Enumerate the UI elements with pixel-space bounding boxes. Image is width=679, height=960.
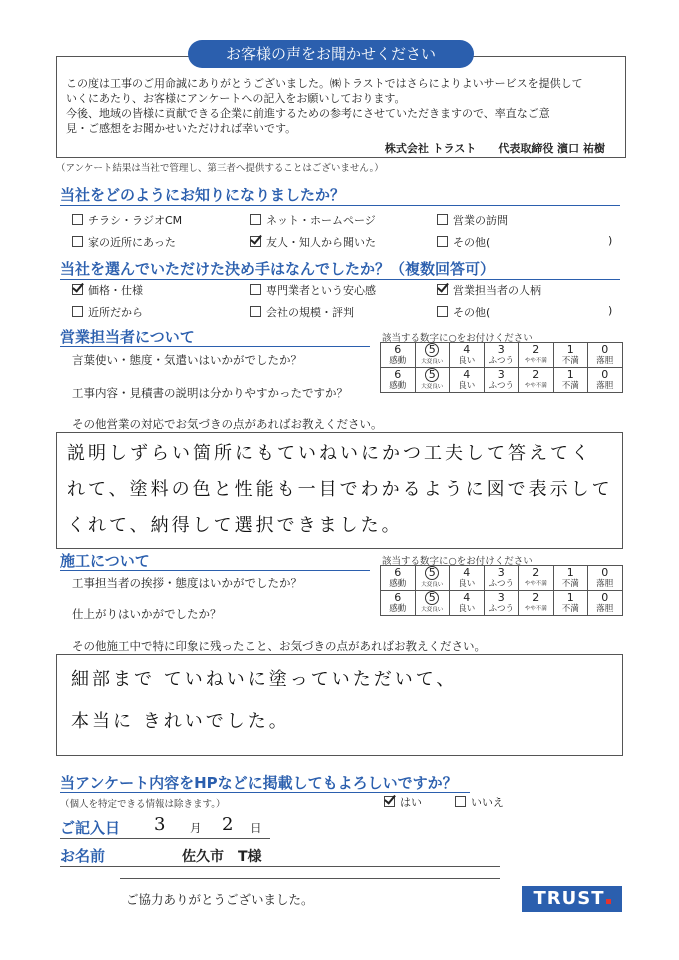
rating-cell[interactable]: 3 ふつう [484, 566, 519, 591]
q2-option[interactable]: 価格・仕様 [72, 282, 143, 298]
q3-comment-prompt: その他営業の対応でお気づきの点があればお教えください。 [72, 417, 383, 431]
logo-dot-icon [606, 899, 611, 904]
checkbox-checked-icon[interactable] [250, 236, 261, 247]
rating-cell[interactable]: 4 良い [450, 368, 485, 393]
paren-close: ) [608, 234, 613, 247]
comment-line: 細部まで ていねいに塗っていただいて、 [71, 669, 458, 690]
rating-cell[interactable]: 2 やや不満 [519, 591, 554, 616]
rating-cell[interactable]: 3 ふつう [484, 368, 519, 393]
date-underline [60, 838, 270, 839]
rating-cell-selected[interactable]: 5 大変良い [415, 343, 450, 368]
q2-heading: 当社を選んでいただけた決め手はなんでしたか？（複数回答可） [60, 260, 496, 278]
intro-line: この度は工事のご用命誠にありがとうございました。㈱トラストではさらによりよいサービスを提供して [66, 77, 583, 90]
paren-close: ) [608, 304, 613, 317]
rating-cell[interactable]: 0 落胆 [588, 591, 623, 616]
q3-item: 工事内容・見積書の説明は分かりやすかったですか？ [72, 386, 348, 400]
rating-cell[interactable]: 3 ふつう [484, 591, 519, 616]
rating-row [381, 368, 623, 393]
rating-cell-selected[interactable]: 5 大変良い [415, 368, 450, 393]
circle-mark: 5 [425, 591, 439, 605]
rating-cell[interactable]: 0 落胆 [588, 566, 623, 591]
checkbox-icon[interactable] [250, 306, 261, 317]
q1-option[interactable]: 営業の訪問 [437, 212, 508, 228]
checkbox-icon[interactable] [437, 306, 448, 317]
checkbox-checked-icon[interactable] [72, 284, 83, 295]
q1-heading: 当社をどのようにお知りになりましたか？ [60, 186, 346, 204]
rating-cell[interactable]: 2 やや不満 [519, 368, 554, 393]
q4-comment-prompt: その他施工中で特に印象に残ったこと、お気づきの点があればお教えください。 [72, 639, 486, 653]
q2-option[interactable]: 会社の規模・評判 [250, 304, 354, 320]
rating-cell[interactable]: 4 良い [450, 343, 485, 368]
checkbox-icon[interactable] [250, 214, 261, 225]
rating-instruction: 該当する数字に○をお付けください [382, 333, 533, 344]
rating-cell[interactable]: 6 感動 [381, 343, 416, 368]
rating-cell[interactable]: 0 落胆 [588, 343, 623, 368]
q1-option[interactable]: チラシ・ラジオCM [72, 212, 182, 228]
checkbox-icon[interactable] [72, 236, 83, 247]
rating-table-construction [380, 565, 623, 616]
q3-rule [60, 346, 370, 347]
q2-option[interactable]: 営業担当者の人柄 [437, 282, 541, 298]
rating-cell[interactable]: 2 やや不満 [519, 566, 554, 591]
rating-cell[interactable]: 3 ふつう [484, 343, 519, 368]
q2-option[interactable]: 近所だから [72, 304, 143, 320]
checkbox-checked-icon[interactable] [384, 796, 395, 807]
day-unit: 日 [250, 821, 262, 835]
name-underline [60, 866, 500, 867]
comment-line: 説明しずらい箇所にもていねいにかつ工夫して答えてく [67, 443, 592, 464]
checkbox-icon[interactable] [72, 214, 83, 225]
month-unit: 月 [190, 821, 202, 835]
q4-heading: 施工について [60, 552, 150, 570]
rating-cell[interactable]: 4 良い [450, 566, 485, 591]
q1-option[interactable]: 家の近所にあった [72, 234, 176, 250]
q1-rule [60, 205, 620, 206]
rating-cell[interactable]: 6 感動 [381, 566, 416, 591]
rating-cell[interactable]: 1 不満 [553, 343, 588, 368]
intro-line: いくにあたり、お客様にアンケートへの記入をお願いしております。 [66, 92, 406, 105]
rating-cell-selected[interactable]: 5 大変良い [415, 566, 450, 591]
trust-logo: TRUST [522, 886, 622, 912]
checkbox-icon[interactable] [437, 214, 448, 225]
date-day: 2 [222, 814, 237, 835]
rating-cell[interactable]: 2 やや不満 [519, 343, 554, 368]
rating-cell[interactable]: 1 不満 [553, 566, 588, 591]
checkbox-icon[interactable] [250, 284, 261, 295]
q4-item: 工事担当者の挨拶・態度はいかがでしたか？ [72, 576, 302, 590]
checkbox-checked-icon[interactable] [437, 284, 448, 295]
q2-option[interactable]: 専門業者という安心感 [250, 282, 376, 298]
rating-cell[interactable]: 6 感動 [381, 368, 416, 393]
date-label: ご記入日 [60, 819, 121, 837]
circle-mark: 5 [425, 368, 439, 382]
q4-item: 仕上がりはいかがでしたか？ [72, 607, 222, 621]
rating-cell[interactable]: 1 不満 [553, 591, 588, 616]
q4-comment-box[interactable] [56, 654, 623, 756]
intro-line: 今後、地域の皆様に貢献できる企業に前進するための参考にさせていただきますので、率直なご意 [66, 107, 550, 120]
q5-heading: 当アンケート内容をHPなどに掲載してもよろしいですか？ [60, 774, 458, 792]
circle-mark: 5 [425, 566, 439, 580]
q5-note: （個人を特定できる情報は除きます。） [60, 799, 226, 810]
q3-item: 言葉使い・態度・気遣いはいかがでしたか？ [72, 353, 302, 367]
q3-heading: 営業担当者について [60, 328, 195, 346]
signature: 株式会社 トラスト 代表取締役 濱口 祐樹 [384, 142, 605, 155]
q5-no-option[interactable]: いいえ [455, 794, 504, 810]
q1-option[interactable]: その他( [437, 234, 490, 250]
page-title: お客様の声をお聞かせください [188, 40, 474, 68]
q1-option[interactable]: ネット・ホームページ [250, 212, 376, 228]
q2-option[interactable]: その他( [437, 304, 490, 320]
q2-rule [60, 279, 620, 280]
q1-option[interactable]: 友人・知人から聞いた [250, 234, 376, 250]
q4-rule [60, 570, 370, 571]
q5-rule [60, 792, 470, 793]
checkbox-icon[interactable] [72, 306, 83, 317]
name-label: お名前 [60, 847, 106, 865]
date-month: 3 [154, 814, 169, 835]
comment-line: くれて、納得して選択できました。 [67, 515, 403, 536]
rating-cell[interactable]: 6 感動 [381, 591, 416, 616]
q3-comment-box[interactable] [56, 432, 623, 549]
rating-instruction: 該当する数字に○をお付けください [382, 556, 533, 567]
comment-line: 本当に きれいでした。 [71, 711, 290, 732]
checkbox-icon[interactable] [455, 796, 466, 807]
customer-name: 佐久市 T様 [182, 849, 262, 865]
rating-cell[interactable]: 1 不満 [553, 368, 588, 393]
intro-line: 見・ご感想をお聞かせいただければ幸いです。 [66, 122, 297, 135]
privacy-note: （アンケート結果は当社で管理し、第三者へ提供することはございません。） [56, 163, 384, 174]
rating-row [381, 566, 623, 591]
footer-rule [120, 878, 500, 879]
checkbox-icon[interactable] [437, 236, 448, 247]
thanks-text: ご協力ありがとうございました。 [126, 892, 314, 907]
rating-row [381, 343, 623, 368]
rating-cell[interactable]: 4 良い [450, 591, 485, 616]
circle-mark: 5 [425, 343, 439, 357]
rating-table-sales [380, 342, 623, 393]
rating-cell[interactable]: 0 落胆 [588, 368, 623, 393]
comment-line: れて、塗料の色と性能も一目でわかるように図で表示して [67, 479, 613, 500]
rating-cell-selected[interactable]: 5 大変良い [415, 591, 450, 616]
q5-yes-option[interactable]: はい [384, 794, 422, 810]
intro-text [66, 76, 618, 136]
rating-row [381, 591, 623, 616]
